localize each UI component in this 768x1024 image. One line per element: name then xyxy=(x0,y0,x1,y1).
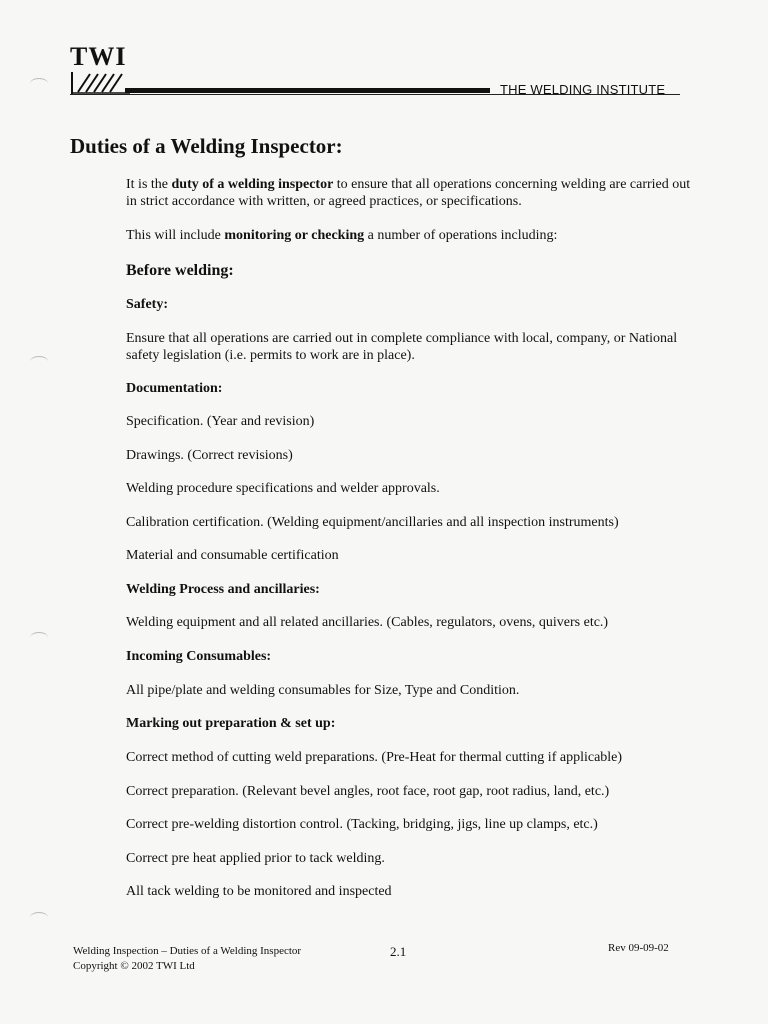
documentation-item: Specification. (Year and revision) xyxy=(126,414,315,429)
intro-paragraph-1: It is the duty of a welding inspector to ensure that all operations concerning welding are carried out in strict accordance with written, or agreed practices, or specifications. xyxy=(126,177,691,209)
footer-doc-title: Welding Inspection – Duties of a Welding Inspector xyxy=(73,945,302,957)
marking-item: Correct pre-welding distortion control. (Tacking, bridging, jigs, line up clamps, etc.) xyxy=(126,817,598,832)
punch-hole-mark xyxy=(30,356,48,367)
institute-name: THE WELDING INSTITUTE xyxy=(500,82,666,97)
marking-item: Correct preparation. (Relevant bevel angles, root face, root gap, root radius, land, etc.) xyxy=(126,784,610,799)
header-rule xyxy=(125,88,490,93)
punch-hole-mark xyxy=(30,912,48,923)
documentation-item: Welding procedure specifications and welder approvals. xyxy=(126,481,440,496)
intro-paragraph-2: This will include monitoring or checking a number of operations including: xyxy=(126,228,558,243)
safety-text: Ensure that all operations are carried out in complete compliance with local, company, or National safety legislation (i.e. permits to work are in place). xyxy=(126,331,678,363)
process-heading: Welding Process and ancillaries: xyxy=(126,582,320,597)
logo-slash-icon xyxy=(70,72,132,94)
safety-heading: Safety: xyxy=(126,297,168,312)
process-text: Welding equipment and all related ancillaries. (Cables, regulators, ovens, quivers etc.) xyxy=(126,615,609,630)
punch-hole-mark xyxy=(30,632,48,643)
footer-copyright: Copyright © 2002 TWI Ltd xyxy=(73,960,195,972)
marking-item: All tack welding to be monitored and inspected xyxy=(126,884,392,899)
logo-text: TWI xyxy=(70,42,127,71)
revision-label: Rev 09-09-02 xyxy=(608,942,669,954)
marking-heading: Marking out preparation & set up: xyxy=(126,716,336,731)
marking-item: Correct method of cutting weld preparations. (Pre-Heat for thermal cutting if applicable) xyxy=(126,750,623,765)
section-heading-before-welding: Before welding: xyxy=(126,262,234,279)
documentation-item: Calibration certification. (Welding equipment/ancillaries and all inspection instruments) xyxy=(126,515,619,530)
punch-hole-mark xyxy=(30,78,48,89)
documentation-item: Drawings. (Correct revisions) xyxy=(126,448,293,463)
page-title: Duties of a Welding Inspector: xyxy=(70,134,343,158)
footer-left xyxy=(73,944,301,974)
documentation-item: Material and consumable certification xyxy=(126,548,339,563)
page-number: 2.1 xyxy=(390,944,407,959)
consumables-heading: Incoming Consumables: xyxy=(126,649,272,664)
consumables-text: All pipe/plate and welding consumables for Size, Type and Condition. xyxy=(126,683,520,698)
marking-item: Correct pre heat applied prior to tack welding. xyxy=(126,851,385,866)
documentation-heading: Documentation: xyxy=(126,381,223,396)
